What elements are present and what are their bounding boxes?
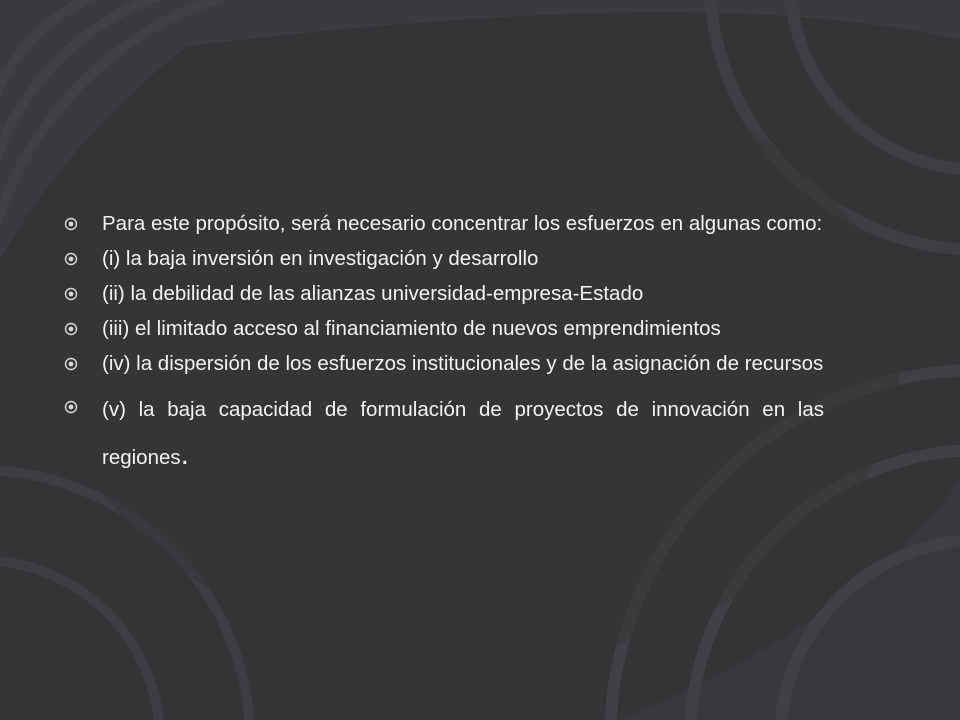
bullet-text: Para este propósito, será necesario concentrar los esfuerzos en algunas como: — [102, 212, 823, 235]
circled-dot-icon — [64, 252, 78, 266]
circled-dot-icon — [64, 217, 78, 231]
list-item — [64, 212, 824, 236]
list-item — [64, 352, 824, 376]
bullet-text: (i) la baja inversión en investigación y desarrollo — [102, 247, 539, 270]
list-item — [64, 317, 824, 341]
bullet-period: . — [180, 438, 189, 471]
circled-dot-icon — [64, 400, 78, 414]
bullet-text: (v) la baja capacidad de formulación de proyectos de innovación en las regiones — [102, 398, 824, 469]
list-item — [64, 247, 824, 271]
circled-dot-icon — [64, 287, 78, 301]
bullet-text: (ii) la debilidad de las alianzas universidad-empresa-Estado — [102, 282, 644, 305]
circled-dot-icon — [64, 322, 78, 336]
bullet-list — [64, 212, 824, 491]
list-item — [64, 387, 824, 480]
bullet-text: (iii) el limitado acceso al financiamiento de nuevos emprendimientos — [102, 317, 721, 340]
circled-dot-icon — [64, 357, 78, 371]
list-item — [64, 282, 824, 306]
bullet-text: (iv) la dispersión de los esfuerzos institucionales y de la asignación de recursos — [102, 352, 824, 375]
